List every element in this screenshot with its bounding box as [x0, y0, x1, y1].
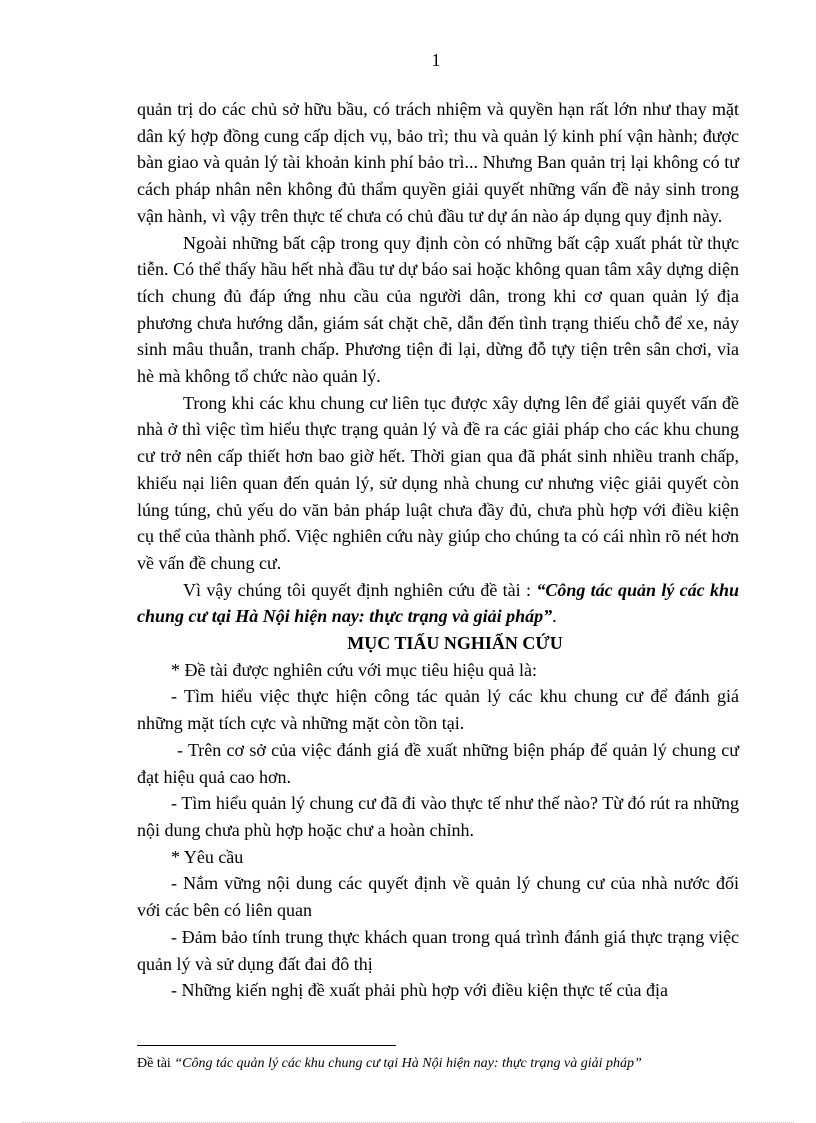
page-number: 1: [431, 50, 441, 70]
requirement-item: - Đảm bảo tính trung thực khách quan trong quá trình đánh giá thực trạng việc quản lý và sử dụng đất đai đô thị: [137, 926, 739, 974]
topic-title: “Công tác quản lý các khu chung cư tại Hà Nội hiện nay: thực trạng và giải pháp”: [137, 579, 739, 627]
footnote-prefix: Đề tài: [137, 1056, 175, 1071]
footnote-divider: [137, 1045, 396, 1046]
goal-intro: * Đề tài được nghiên cứu với mục tiêu hiệu quả là:: [171, 659, 537, 680]
paragraph-topic-statement: [137, 577, 739, 630]
footnote-title: “Công tác quản lý các khu chung cư tại Hà Nội hiện nay: thực trạng và giải pháp”: [174, 1056, 642, 1071]
goal-item: - Trên cơ sở của việc đánh giá đề xuất những biện pháp để quản lý chung cư đạt hiệu quả cao hơn.: [137, 739, 739, 787]
topic-intro-text: Vì vậy chúng tôi quyết định nghiên cứu đề tài :: [183, 579, 537, 600]
requirement-item: - Những kiến nghị đề xuất phải phù hợp với điều kiện thực tế của địa: [171, 980, 668, 1001]
document-body: [137, 96, 739, 1004]
topic-end-punctuation: .: [552, 606, 557, 627]
requirement-item: - Nắm vững nội dung các quyết định về quản lý chung cư của nhà nước đối với các bên có liên quan: [137, 873, 739, 921]
section-heading: MỤC TIẤU NGHIẤN CỨU: [347, 633, 563, 654]
paragraph-research-need: Trong khi các khu chung cư liên tục được xây dựng lên để giải quyết vấn đề nhà ở thì việc tìm hiểu thực trạng quản lý và đề ra các giải pháp cho các khu chung cư trở nên cấp thiết hơn bao giờ hết. Thời gian qua đã phát sinh nhiều tranh chấp, khiếu nại liên quan đến quản lý, sử dụng nhà chung cư nhưng việc giải quyết còn lúng túng, chủ yếu do văn bản pháp luật chưa đầy đủ, chưa phù hợp với điều kiện cụ thể của thành phố. Việc nghiên cứu này giúp cho chúng ta có cái nhìn rõ nét hơn về vấn đề chung cư.: [137, 392, 739, 573]
requirements-intro: * Yêu cầu: [171, 846, 244, 867]
paragraph-practical-issues: Ngoài những bất cập trong quy định còn có những bất cập xuất phát từ thực tiễn. Có thể thấy hầu hết nhà đầu tư dự báo sai hoặc không quan tâm xây dựng diện tích chung đủ đáp ứng nhu cầu của người dân, trong khi cơ quan quản lý địa phương chưa hướng dẫn, giám sát chặt chẽ, dẫn đến tình trạng thiếu chỗ để xe, nảy sinh mâu thuẫn, tranh chấp. Phương tiện đi lại, dừng đỗ tựy tiện trên sân chơi, vỉa hè mà không tổ chức nào quản lý.: [137, 232, 739, 387]
goal-item: - Tìm hiểu quản lý chung cư đã đi vào thực tế như thế nào? Từ đó rút ra những nội dung chưa phù hợp hoặc chư a hoàn chỉnh.: [137, 793, 739, 840]
paragraph-board-of-management: quản trị do các chủ sở hữu bầu, có trách nhiệm và quyền hạn rất lớn như thay mặt dân ký hợp đồng cung cấp dịch vụ, bảo trì; thu và quản lý kinh phí vận hành; được bàn giao và quản lý tài khoản kinh phí bảo trì... Nhưng Ban quản trị lại không có tư cách pháp nhân nên không đủ thẩm quyền giải quyết những vấn đề nảy sinh trong vận hành, vì vậy trên thực tế chưa có chủ đầu tư dự án nào áp dụng quy định này.: [137, 99, 739, 226]
footnote: [137, 1055, 757, 1073]
goal-item: - Tìm hiểu việc thực hiện công tác quản lý các khu chung cư để đánh giá những mặt tích cực và những mặt còn tồn tại.: [137, 686, 739, 734]
